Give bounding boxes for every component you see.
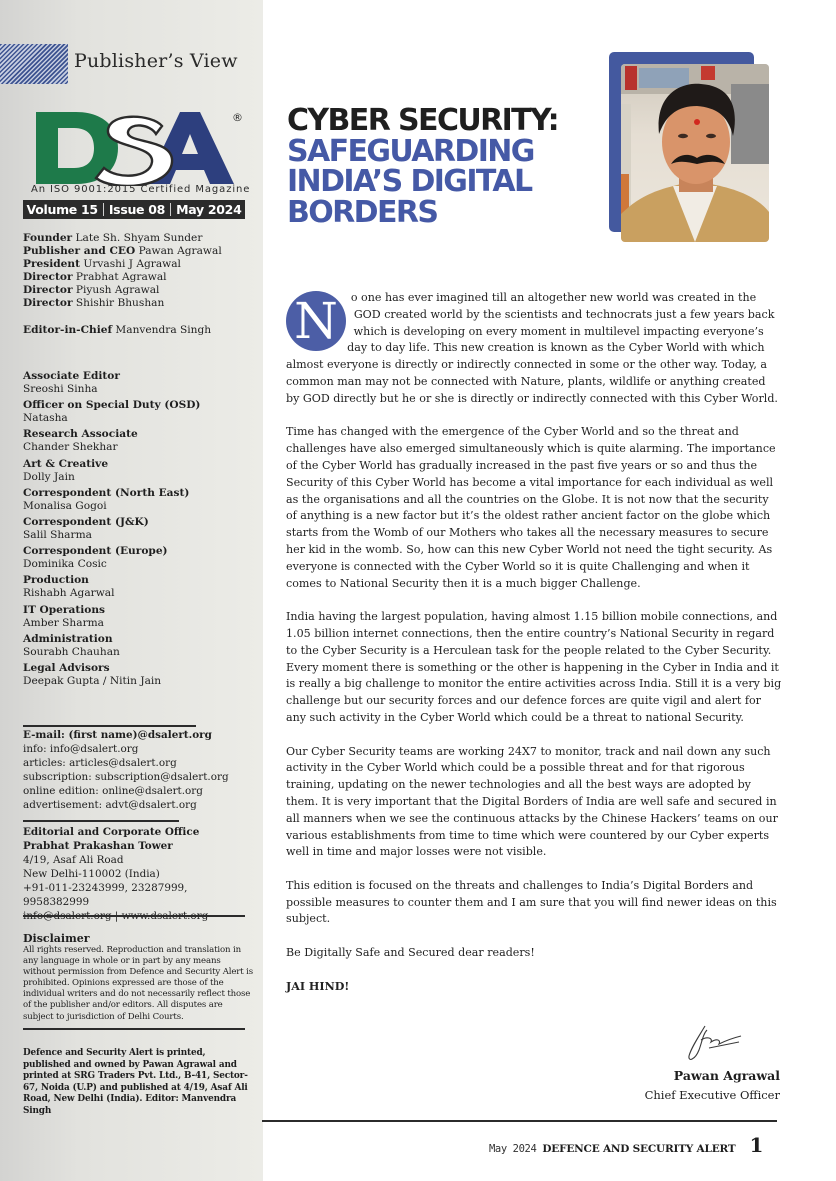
headline-line-2: SAFEGUARDING INDIA’S DIGITAL BORDERS	[287, 133, 534, 230]
article-paragraph: Be Digitally Safe and Secured dear readers!	[286, 946, 535, 960]
divider	[23, 725, 196, 727]
article-paragraph: Our Cyber Security teams are working 24X7 to monitor, track and nail down any such activity in the Cyber World which could be a possible threat and for that rigorous training, updating on the newer technologies and all the best ways are adopted by them. It is very important that the Digital Borders of India are well safe and secured in all manners when we see the continuous attacks by the Chinese Hackers’ teams on our various establishments from time to time which were countered by our Cyber experts well in time and major losses were not visible.	[286, 744, 778, 859]
office-heading: Editorial and Corporate Office	[23, 826, 200, 838]
staff-role: Legal Advisors	[23, 661, 110, 674]
footer-magazine-title: DEFENCE AND SECURITY ALERT	[542, 1143, 736, 1155]
masthead-row: Director Shishir Bhushan	[23, 297, 165, 310]
drop-cap: N	[286, 291, 346, 351]
article-paragraph: This edition is focused on the threats and challenges to India’s Digital Borders and possible measures to counter them and I am sure that you will find newer ideas on this subject.	[286, 878, 777, 926]
staff-role: Correspondent (North East)	[23, 486, 190, 499]
staff-name: Sreoshi Sinha	[23, 383, 98, 395]
footer-date: May 2024	[489, 1143, 537, 1155]
author-title: Chief Executive Officer	[644, 1088, 780, 1102]
divider	[23, 820, 179, 822]
article-body	[286, 290, 782, 1012]
issue-date: May 2024	[176, 202, 242, 217]
address-line: 4/19, Asaf Ali Road	[23, 854, 124, 866]
divider	[103, 203, 104, 216]
masthead-row: Publisher and CEO Pawan Agrawal	[23, 245, 222, 258]
divider	[23, 915, 245, 917]
staff-name: Amber Sharma	[23, 616, 104, 629]
staff-role: Associate Editor	[23, 370, 120, 382]
article-headline	[287, 103, 607, 230]
article-paragraph: N o one has ever imagined till an altogether new world was created in the GOD created world by the scientists and technocrats just a few years back which is developing on every moment in multilevel impacting everyone’s day to day life. This new creation is known as the Cyber World with which almost everyone is directly or indirectly connected in some or the other way. Today, a common man may not be connected with Nature, plants, wildlife or anything created by GOD directly but he or she is directly or indirectly connected with this Cyber World.	[286, 291, 778, 405]
masthead-sidebar	[0, 0, 263, 1181]
email-heading: E-mail: (first name)@dsalert.org	[23, 729, 212, 741]
address-line: New Delhi-110002 (India)	[23, 868, 160, 880]
masthead-row: Founder Late Sh. Shyam Sunder	[23, 232, 203, 244]
staff-name: Dominika Cosic	[23, 558, 107, 571]
disclaimer-heading: Disclaimer	[23, 932, 90, 945]
staff-role: Production	[23, 574, 89, 587]
phone-numbers: +91-011-23243999, 23287999, 9958382999	[23, 882, 188, 908]
masthead-row: President Urvashi J Agrawal	[23, 258, 181, 271]
headline-line-1: CYBER SECURITY:	[287, 103, 558, 138]
staff-name: Deepak Gupta / Nitin Jain	[23, 674, 162, 687]
author-portrait	[609, 52, 769, 242]
staff-role: Correspondent (J&K)	[23, 515, 149, 528]
office-building: Prabhat Prakashan Tower	[23, 840, 173, 852]
staff-name: Salil Sharma	[23, 528, 92, 541]
masthead-list	[23, 232, 248, 337]
staff-name: Sourabh Chauhan	[23, 645, 120, 658]
email-link[interactable]: advertisement: advt@dsalert.org	[23, 798, 197, 811]
office-address	[23, 825, 253, 923]
author-signature-block	[645, 1068, 780, 1103]
author-photo	[621, 64, 769, 242]
masthead-row: Director Prabhat Agrawal	[23, 271, 167, 284]
staff-name: Rishabh Agarwal	[23, 587, 115, 600]
issue-bar	[23, 200, 245, 219]
registered-mark: ®	[232, 111, 243, 124]
staff-name: Dolly Jain	[23, 470, 75, 483]
signature-icon	[683, 1022, 743, 1064]
sign-off: JAI HIND!	[286, 979, 350, 993]
page-number: 1	[749, 1133, 764, 1157]
disclaimer	[23, 932, 253, 1023]
author-name: Pawan Agrawal	[673, 1068, 780, 1083]
dsa-logo	[34, 108, 246, 186]
staff-role: Correspondent (Europe)	[23, 545, 168, 558]
disclaimer-body: All rights reserved. Reproduction and translation in any language in whole or in part by any means without permission from Defence and Security Alert is prohibited. Opinions expressed are those of the individual writers and do not necessarily reflect those of the publisher and/or editors. All disputes are subject to jurisdiction of Delhi Courts.	[23, 945, 253, 1022]
staff-role: Research Associate	[23, 428, 138, 441]
footer-divider	[262, 1120, 777, 1122]
staff-name: Natasha	[23, 412, 68, 425]
section-pattern-tab	[0, 44, 68, 84]
email-link[interactable]: online edition: online@dsalert.org	[23, 784, 203, 797]
volume: Volume 15	[26, 202, 98, 217]
article-paragraph: India having the largest population, having almost 1.15 billion mobile connections, and 1.05 billion internet connections, then the entire country’s National Security in regard to the Cyber Security is a Herculean task for the people related to the Cyber Security. Every moment there is something or the other is happening in the Cyber in India and it is really a big challenge to monitor the entire activities across India. Still it is a very big challenge but our security forces and our defence forces are quite vigil and alert for any such activity in the Cyber World which could be a threat to national Security.	[286, 610, 782, 724]
staff-role: Art & Creative	[23, 457, 109, 470]
staff-name: Monalisa Gogoi	[23, 499, 107, 512]
staff-name: Chander Shekhar	[23, 441, 118, 454]
portrait-illustration	[621, 64, 769, 242]
section-title: Publisher’s View	[74, 50, 238, 72]
printer-note: Defence and Security Alert is printed, published and owned by Pawan Agrawal and printed at SRG Traders Pvt. Ltd., B-41, Sector-67, Noida (U.P) and published at 4/19, Asaf Ali Road, New Delhi (India). Editor: Manvendra Singh	[23, 1048, 248, 1116]
iso-certification: An ISO 9001:2015 Certified Magazine	[31, 184, 251, 195]
page-footer	[489, 1133, 763, 1157]
email-link[interactable]: subscription: subscription@dsalert.org	[23, 770, 229, 783]
email-link[interactable]: info: info@dsalert.org	[23, 742, 139, 755]
staff-role: Administration	[23, 632, 113, 645]
email-link[interactable]: articles: articles@dsalert.org	[23, 756, 177, 769]
divider	[23, 1028, 245, 1030]
masthead-row: Director Piyush Agrawal	[23, 284, 160, 297]
divider	[170, 203, 171, 216]
staff-role: Officer on Special Duty (OSD)	[23, 399, 201, 412]
editor-in-chief: Editor-in-Chief Manvendra Singh	[23, 323, 212, 336]
issue-number: Issue 08	[108, 202, 166, 217]
article-paragraph: Time has changed with the emergence of the Cyber World and so the threat and challenges have also emerged simultaneously which is quite alarming. The importance of the Cyber World has gradually increased in the past five years or so and thus the Security of this Cyber World has become a vital importance for each individual as well as the organisations and all the countries on the Globe. It is not now that the security of anything is a new factor but it’s the oldest rather ancient factor on the globe which starts from the Womb of our Mothers who takes all the necessary measures to secure her kid in the womb. So, how can this new Cyber World not need the tight security. As everyone is connected with the Cyber World so it is quite Challenging and when it comes to National Security then it is a much bigger Challenge.	[286, 425, 776, 590]
staff-list	[23, 370, 248, 691]
staff-role: IT Operations	[23, 603, 105, 616]
contact-emails	[23, 729, 253, 812]
